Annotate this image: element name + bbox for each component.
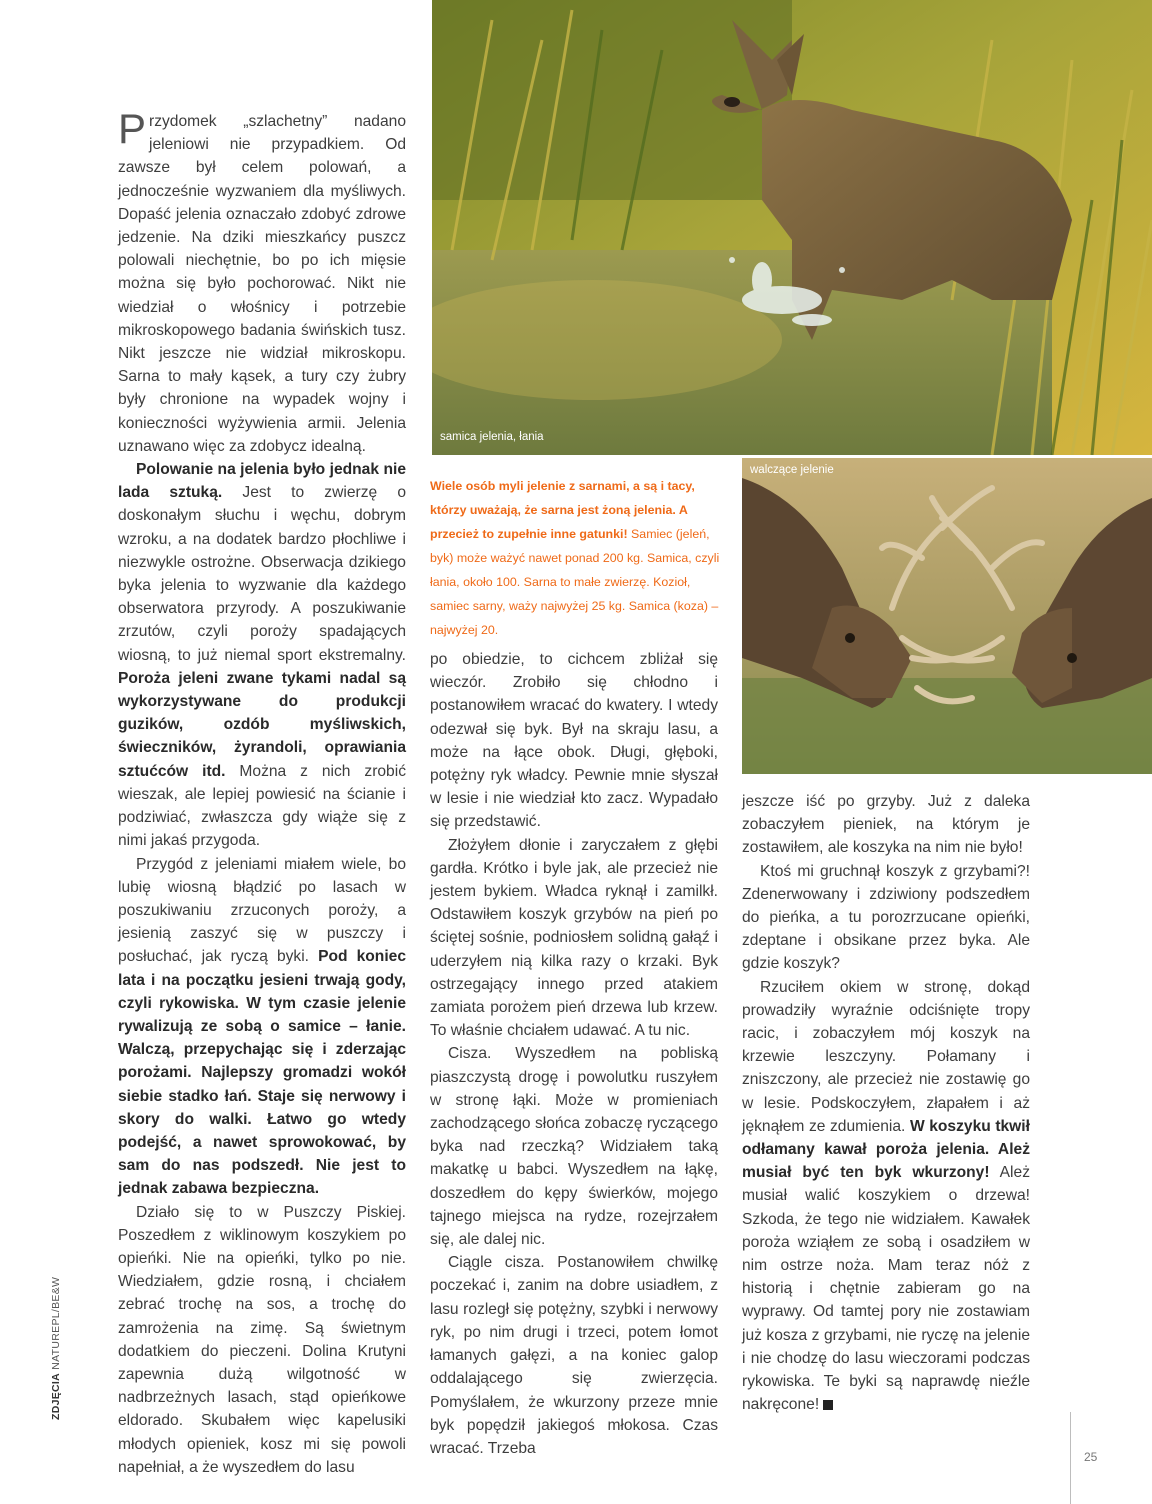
- bold-text: Pod koniec lata i na początku jesieni trwają gody, czyli rykowiska. W tym czasie jelenie rywalizują ze sobą o samice – łanie. Walczą, przepychając się i zderzając porożami. Najlepszy gromadzi wokół siebie stadko łań. Staje się nerwowy i skory do walki. Łatwo go wtedy podejść, a nawet sprowokować, by sam do nas podszedł. Nie jest to jednak zabawa bezpieczna.: [118, 948, 406, 1198]
- fact-box-lead: Wiele osób myli jelenie z sarnami, a są i tacy, którzy uważają, że sarna jest żoną jelenia. A przecież to zupełnie inne gatunki!: [430, 479, 695, 541]
- paragraph-text: Rzuciłem okiem w stronę, dokąd prowadziły wyraźnie odciśnięte tropy racic, i zobaczyłem mój koszyk na krzewie leszczyny. Połamany i zniszczony, ale przecież nie zostawię go w lesie. Podskoczyłem, złapałem i aż jęknąłem ze zdumienia.: [742, 978, 1030, 1135]
- bold-text: Poroża jeleni zwane tykami nadal są wykorzystywane do produkcji guzików, ozdób myśliwskich, świeczników, żyrandoli, oprawiania sztućców itd.: [118, 669, 406, 780]
- photo-credit-value: NATUREPL/BE&W: [50, 1276, 62, 1370]
- paragraph: Cisza. Wyszedłem na pobliską piaszczystą drogę i powolutku ruszyłem w stronę łąki. Może w promieniach zachodzącego słońca zobaczę ryczącego byka nad rzeczką? Widziałem taką makatkę u babci. Wyszedłem na łąkę, doszedłem do kępy świerków, mojego tajnego miejsca na rydze, rozejrzałem się, ale dalej nic.: [430, 1045, 718, 1249]
- paragraph: po obiedzie, to cichcem zbliżał się wieczór. Zrobiło się chłodno i postanowiłem wracać do kwatery. I wtedy odezwał się byk. Był na skraju lasu, a może na łące obok. Długi, głęboki, potężny ryk władcy. Pewnie mnie słyszał w lesie i nie wiedział kto zacz. Wypadało się przedstawić.: [430, 651, 718, 831]
- paragraph: Ktoś mi gruchnął koszyk z grzybami?! Zdenerwowany i zdziwiony podszedłem do pieńka, a tu porozrzucane opieńki, zdeptane i obsikane przez byka. Ale gdzie koszyk?: [742, 862, 1030, 973]
- photo-doe-in-water: [432, 0, 1152, 455]
- paragraph-text: Można z nich zrobić wieszak, ale lepiej powiesić na ścianie i podziwiać, zwłaszcza gdy wiąże się z nimi jakaś przygoda.: [118, 762, 406, 850]
- photo-credit: [50, 1277, 62, 1420]
- article-column-1: [118, 105, 406, 1479]
- drop-cap: P: [118, 105, 147, 152]
- fact-box-body: Samiec (jeleń, byk) może ważyć nawet ponad 200 kg. Samica, czyli łania, około 100. Sarna to małe zwierzę. Kozioł, samiec sarny, waży najwyżej 25 kg. Samica (koza) – najwyżej 20.: [430, 527, 720, 637]
- doe-photo-illustration: [432, 0, 1152, 455]
- paragraph: jeszcze iść po grzyby. Już z daleka zobaczyłem pieniek, na którym je zostawiłem, ale koszyka na nim nie było!: [742, 793, 1030, 857]
- paragraph: [118, 458, 406, 852]
- page-number: 25: [1084, 1450, 1098, 1464]
- paragraph-text: Jest to zwierzę o doskonałym słuchu i węchu, dobrym wzroku, a na dodatek bardzo płochliwe i niezwykle ostrożne. Obserwacja dzikiego byka jelenia to wyzwanie dla każdego obserwatora przyrody. A poszukiwanie zrzutów, czyli poroży spadających wiosną, to już niemal sport ekstremalny.: [118, 484, 406, 664]
- bold-text: W koszyku tkwił odłamany kawał poroża jelenia. Ależ musiał być ten byk wkurzony!: [742, 1117, 1030, 1182]
- paragraph: [118, 1201, 406, 1479]
- paragraph: [118, 105, 406, 458]
- fact-box: [430, 474, 720, 642]
- paragraph: [742, 976, 1030, 1417]
- end-mark-icon: [823, 1400, 833, 1410]
- photo2-caption: walczące jelenie: [750, 464, 834, 476]
- stags-photo-illustration: [742, 458, 1152, 774]
- photo-credit-label: ZDJĘCIA: [50, 1372, 62, 1420]
- bold-text: Polowanie na jelenia było jednak nie lada sztuką.: [118, 461, 406, 502]
- paragraph-text: rzydomek „szlachetny” nadano jeleniowi nie przypadkiem. Od zawsze był celem polowań, a jednocześnie wyzwaniem dla myśliwych. Dopaść jelenia oznaczało zdobyć zdrowe jedzenie. Na dziki mieszkańcy puszcz polowali niechętnie, bo po ich mięsie można się było pochorować. Nikt nie wiedział o włośnicy i potrzebie mikroskopowego badania świńskich tusz. Nikt jeszcze nie widział mikroskopu. Sarna to mały kąsek, a tury czy żubry były chronione na wypadek wojny i konieczności wyżywienia armii. Jelenia uznawano więc za zdobycz idealną.: [118, 113, 406, 455]
- paragraph: Złożyłem dłonie i zaryczałem z głębi gardła. Krótko i byle jak, ale przecież nie jestem bykiem. Władca ryknął i zamilkł. Odstawiłem koszyk grzybów na pień po ściętej sośnie, podniosłem solidną gałąź i uderzyłem nią kilka razy o krzaki. Byk ostrzegający innego przed atakiem zamiata porożem pień drzewa lub krzew. To właśnie chciałem udawać. A tu nic.: [430, 836, 718, 1040]
- paragraph-text: Ależ musiał walić koszykiem o drzewa! Szkoda, że tego nie widziałem. Kawałek poroża wziąłem ze sobą i osadziłem w nim ostrze noża. Mam teraz nóż z historią i chętnie zabieram go na wyprawy. Od tamtej pory nie zostawiam już kosza z grzybami, nie ryczę na jelenie i nie chodzę do lasu wieczorami podczas rykowiska. Te byki są naprawdę nieźle nakręcone!: [742, 1164, 1030, 1414]
- paragraph: Ciągle cisza. Postanowiłem chwilkę poczekać i, zanim na dobre usiadłem, z lasu rozległ się potężny, szybki i nerwowy ryk, po nim drugi i trzeci, potem łomot łamanych gałęzi, a na koniec galop oddalającego się zwierzęcia. Pomyślałem, że wkurzony przeze mnie byk popędził jakiegoś młokosa. Czas wracać. Trzeba: [430, 1254, 718, 1457]
- page-number-divider: [1070, 1412, 1071, 1504]
- paragraph: [118, 853, 406, 1201]
- photo1-caption: samica jelenia, łania: [440, 431, 544, 443]
- paragraph-text: Działo się to w Puszczy Piskiej. Poszedłem z wiklinowym koszykiem po opieńki. Nie na opieńki, tylko po nie. Wiedziałem, gdzie rosną, i chciałem zebrać trochę na sos, a trochę do zamrożenia na zimę. Są świetnym dodatkiem do pieczeni. Dolina Krutyni zapewnia dużą wilgotność w nadbrzeżnych lasach, stąd opieńkowe eldorado. Skubałem więc kapelusiki młodych opieniek, kosz mi się powoli napełniał, a że wyszedłem do lasu: [118, 1203, 406, 1476]
- paragraph-text: Przygód z jeleniami miałem wiele, bo lubię wiosną błądzić po lasach w poszukiwaniu zrzuconych poroży, a jesienią zaszyć się w puszczy i posłuchać, jak ryczą byki.: [118, 855, 406, 966]
- photo-fighting-stags: [742, 458, 1152, 774]
- article-column-3: [742, 790, 1030, 1416]
- article-column-2: [430, 648, 718, 1460]
